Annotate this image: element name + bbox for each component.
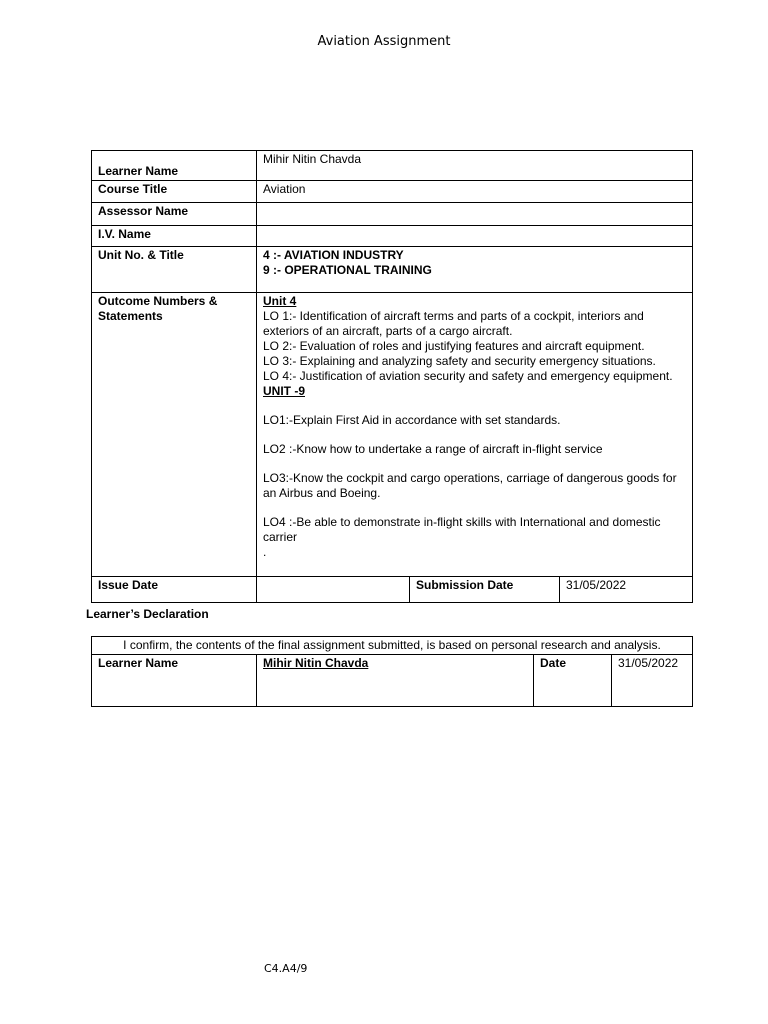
list-item: LO2 :-Know how to undertake a range of aircraft in-flight service <box>263 442 603 456</box>
declaration-learner-value: Mihir Nitin Chavda <box>257 655 534 707</box>
assessor-name-value <box>257 203 693 226</box>
unit9-heading: UNIT -9 <box>263 384 305 398</box>
list-item: LO1:-Explain First Aid in accordance with set standards. <box>263 413 561 427</box>
course-title-value: Aviation <box>257 181 693 203</box>
unit-label: Unit No. & Title <box>92 247 257 293</box>
declaration-learner-label: Learner Name <box>92 655 257 707</box>
table-row <box>92 181 693 203</box>
declaration-date-label: Date <box>534 655 612 707</box>
assignment-details-table <box>91 150 693 603</box>
unit-line-2: 9 :- OPERATIONAL TRAINING <box>263 263 432 277</box>
list-item: LO 4:- Justification of aviation security and safety and emergency equipment. <box>263 369 673 383</box>
table-row <box>92 655 693 707</box>
submission-date-value: 31/05/2022 <box>560 577 693 603</box>
table-row <box>92 226 693 247</box>
list-item: LO 2:- Evaluation of roles and justifying features and aircraft equipment. <box>263 339 645 353</box>
learner-name-value: Mihir Nitin Chavda <box>257 151 693 181</box>
declaration-statement: I confirm, the contents of the final assignment submitted, is based on personal research and analysis. <box>92 637 693 655</box>
declaration-heading: Learner’s Declaration <box>86 607 209 621</box>
declaration-table <box>91 636 693 707</box>
page-title: Aviation Assignment <box>317 34 451 49</box>
outcome-label: Outcome Numbers & Statements <box>92 293 257 577</box>
assessor-name-label: Assessor Name <box>92 203 257 226</box>
table-row <box>92 151 693 181</box>
unit-line-1: 4 :- AVIATION INDUSTRY <box>263 248 404 262</box>
table-row <box>92 203 693 226</box>
issue-date-value <box>257 577 410 603</box>
table-row <box>92 637 693 655</box>
list-item: LO 1:- Identification of aircraft terms and parts of a cockpit, interiors and exteriors of an aircraft, parts of a cargo aircraft. <box>263 309 644 338</box>
unit4-heading: Unit 4 <box>263 294 297 308</box>
trailing-dot: . <box>263 545 267 559</box>
table-row <box>92 577 693 603</box>
list-item: LO3:-Know the cockpit and cargo operations, carriage of dangerous goods for an Airbus and Boeing. <box>263 471 677 500</box>
learner-name-label: Learner Name <box>92 151 257 181</box>
table-row <box>92 247 693 293</box>
submission-date-label: Submission Date <box>410 577 560 603</box>
iv-name-label: I.V. Name <box>92 226 257 247</box>
unit-value <box>257 247 693 293</box>
issue-date-label: Issue Date <box>92 577 257 603</box>
declaration-date-value: 31/05/2022 <box>612 655 693 707</box>
list-item: LO4 :-Be able to demonstrate in-flight skills with International and domestic carrier <box>263 515 661 544</box>
iv-name-value <box>257 226 693 247</box>
footer-code: C4.A4/9 <box>264 962 308 975</box>
table-row <box>92 293 693 577</box>
outcome-statements <box>257 293 693 577</box>
course-title-label: Course Title <box>92 181 257 203</box>
list-item: LO 3:- Explaining and analyzing safety and security emergency situations. <box>263 354 656 368</box>
